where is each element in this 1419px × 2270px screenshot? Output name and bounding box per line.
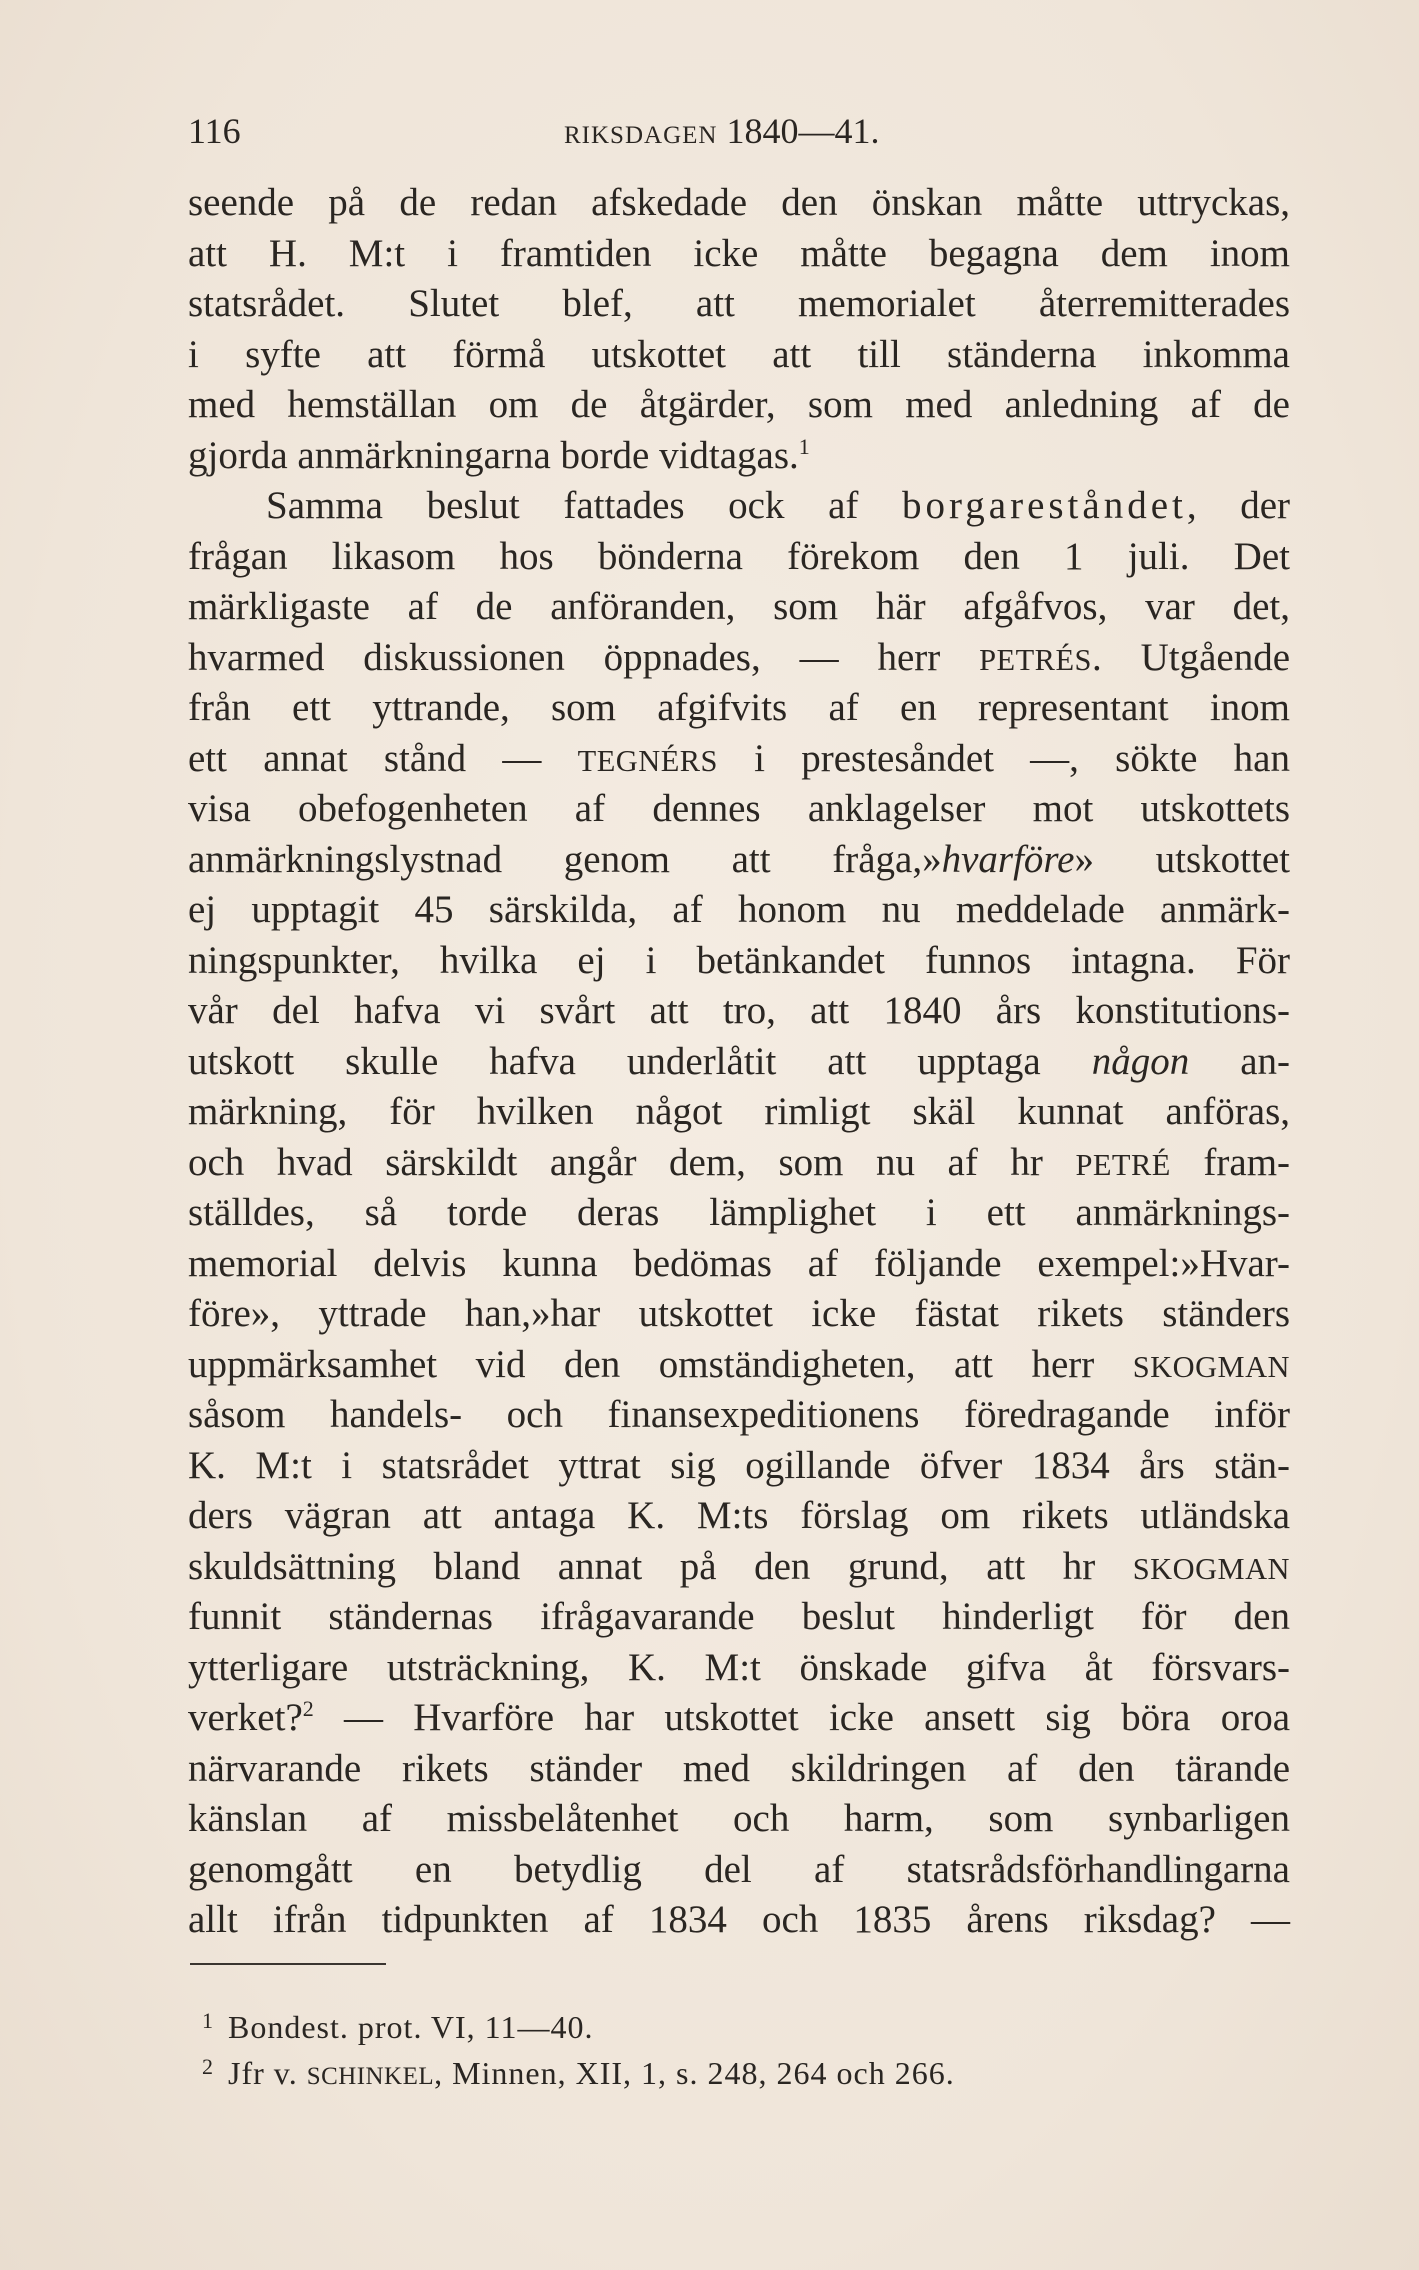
text-span: , der xyxy=(1186,484,1290,527)
text-line: K. M:t i statsrådet yttrat sig ogillande öfver 1834 års stän- xyxy=(188,1443,1290,1487)
text-span: uppmärksamhet vid den omständigheten, att herr xyxy=(188,1342,1095,1386)
text-span: an- xyxy=(1240,1039,1291,1083)
text-line: genomgått en betydlig del af statsrådsförhandlingarna xyxy=(188,1847,1290,1891)
text-span: . Utgående xyxy=(1091,635,1290,679)
name-smallcaps: TEGNÉRS xyxy=(577,743,718,778)
footnote-2 xyxy=(188,2044,1290,2090)
text-line xyxy=(188,431,1290,482)
text-line: frågan likasom hos bönderna förekom den 1 juli. Det xyxy=(188,534,1290,578)
text-span: i prestesåndet —, sökte han xyxy=(754,736,1290,780)
footnote-text: , Minnen, XII, 1, s. 248, 264 och 266. xyxy=(434,2055,955,2091)
text-line xyxy=(188,835,1290,886)
text-line: före», yttrade han,»har utskottet icke fästat rikets ständers xyxy=(188,1292,1290,1335)
text-span: verket? xyxy=(188,1696,303,1739)
name-smallcaps: SKOGMAN xyxy=(1132,1551,1291,1586)
text-line: visa obefogenheten af dennes anklagelser mot utskottets xyxy=(188,787,1290,830)
text-line: i syfte att förmå utskottet att till ständerna inkomma xyxy=(188,332,1290,376)
text-line xyxy=(188,1693,1290,1744)
text-span: ett annat stånd — xyxy=(188,736,542,780)
text-line: märkligaste af de anföranden, som här afgåfvos, var det, xyxy=(188,585,1290,628)
text-line: funnit ständernas ifrågavarande beslut hinderligt för den xyxy=(188,1595,1290,1638)
name-smallcaps: PETRÉS xyxy=(979,642,1092,677)
text-span: fram- xyxy=(1203,1140,1291,1184)
text-line: vår del hafva vi svårt att tro, att 1840 års konstitutions- xyxy=(188,989,1290,1032)
text-span: anmärkningslystnad genom att fråga,» xyxy=(188,837,942,881)
footnote-ref-1: 1 xyxy=(798,433,810,459)
footnote-text: Bondest. prot. VI, 11—40. xyxy=(228,2009,594,2045)
text-span: » utskottet xyxy=(1074,837,1290,881)
text-line xyxy=(188,734,1290,785)
footnotes xyxy=(188,1998,1290,2090)
text-line: statsrådet. Slutet blef, att memorialet återremitterades xyxy=(188,282,1290,325)
footnote-text: Jfr v. xyxy=(228,2055,298,2091)
text-line: att H. M:t i framtiden icke måtte begagna dem inom xyxy=(188,231,1290,275)
text-line: från ett yttrande, som afgifvits af en representant inom xyxy=(188,686,1290,729)
text-line: med hemställan om de åtgärder, som med anledning af de xyxy=(188,383,1290,426)
text-span: — Hvarföre har utskottet icke ansett sig böra oroa xyxy=(344,1696,1291,1739)
footnote-1 xyxy=(188,1998,1290,2044)
name-smallcaps: SCHINKEL xyxy=(306,2063,435,2090)
text-line xyxy=(188,1138,1290,1189)
text-line xyxy=(188,1542,1290,1593)
text-line: såsom handels- och finansexpeditionens föredragande inför xyxy=(188,1393,1290,1436)
running-head xyxy=(564,106,879,161)
text-line xyxy=(188,481,1290,532)
text-span: utskott skulle hafva underlåtit att upptaga xyxy=(188,1039,1041,1083)
text-line: känslan af missbelåtenhet och harm, som synbarligen xyxy=(188,1797,1290,1840)
text-line: ningspunkter, hvilka ej i betänkandet funnos intagna. För xyxy=(188,938,1290,982)
text-span: och hvad särskildt angår dem, som nu af hr xyxy=(188,1140,1043,1184)
footnote-divider xyxy=(190,1963,386,1965)
footnote-number: 2 xyxy=(202,2054,214,2079)
emphasis-italic: någon xyxy=(1091,1039,1190,1083)
text-line: allt ifrån tidpunkten af 1834 och 1835 årens riksdag? — xyxy=(188,1898,1290,1941)
text-line xyxy=(188,1340,1290,1391)
text-line xyxy=(188,633,1290,684)
running-head-years: 1840—41. xyxy=(726,111,880,151)
footnote-ref-2: 2 xyxy=(302,1696,314,1721)
text-line xyxy=(188,1037,1290,1088)
text-line: närvarande rikets ständer med skildringen af den tärande xyxy=(188,1746,1290,1790)
text-span: skuldsättning bland annat på den grund, att hr xyxy=(188,1544,1096,1588)
text-span: hvarmed diskussionen öppnades, — herr xyxy=(188,635,941,679)
text-line: ytterligare utsträckning, K. M:t önskade gifva åt försvars- xyxy=(188,1645,1290,1689)
text-line: ställdes, så torde deras lämplighet i ett anmärknings- xyxy=(188,1191,1290,1234)
text-line: ej upptagit 45 särskilda, af honom nu meddelade anmärk- xyxy=(188,888,1290,931)
text-line: seende på de redan afskedade den önskan måtte uttryckas, xyxy=(188,181,1290,224)
body-text xyxy=(188,178,1290,1946)
text-line: memorial delvis kunna bedömas af följande exempel:»Hvar- xyxy=(188,1241,1290,1285)
emphasis-italic: hvarföre xyxy=(941,837,1075,881)
name-smallcaps: PETRÉ xyxy=(1075,1147,1171,1182)
text-line: ders vägran att antaga K. M:ts förslag om rikets utländska xyxy=(188,1494,1290,1537)
text-span: gjorda anmärkningarna borde vidtagas. xyxy=(188,433,799,477)
name-smallcaps: SKOGMAN xyxy=(1132,1349,1291,1384)
emphasis-spaced: borgareståndet xyxy=(901,484,1187,527)
page-header xyxy=(188,106,1288,156)
text-line: märkning, för hvilken något rimligt skäl kunnat anföras, xyxy=(188,1090,1290,1133)
footnote-number: 1 xyxy=(202,2008,214,2033)
running-head-word: RIKSDAGEN xyxy=(564,122,718,149)
page-number: 116 xyxy=(188,111,241,151)
text-span: Samma beslut fattades ock af xyxy=(266,484,859,527)
